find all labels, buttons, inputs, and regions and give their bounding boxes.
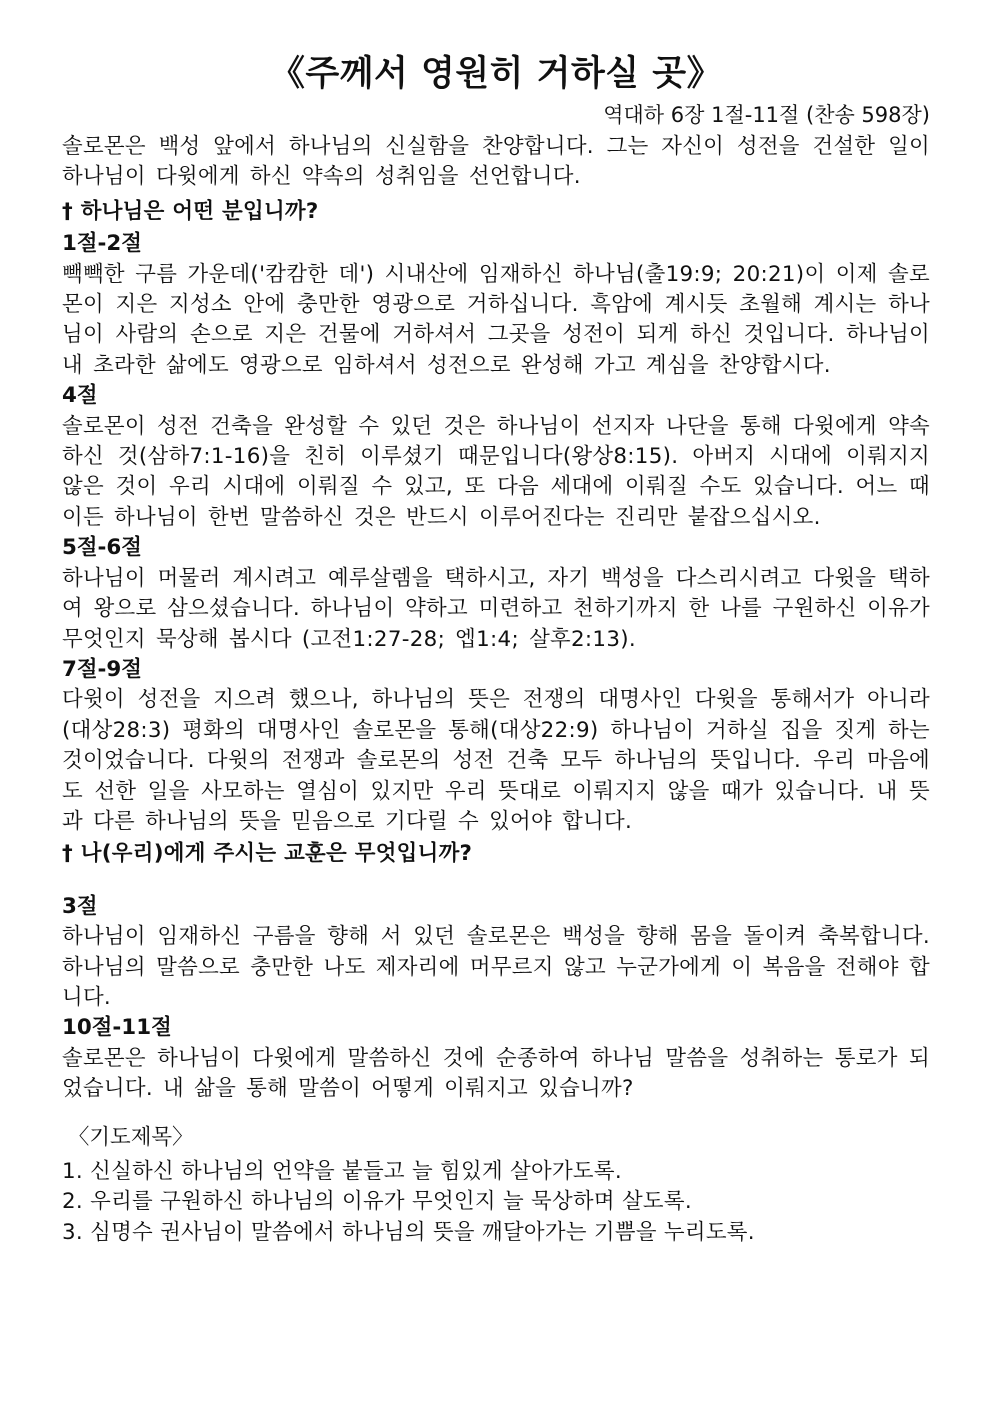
prayer-item: 3. 심명수 권사님이 말씀에서 하나님의 뜻을 깨달아가는 기쁨을 누리도록. xyxy=(62,1219,755,1245)
verse-label: 7절-9절 xyxy=(62,656,142,682)
verse-label: 10절-11절 xyxy=(62,1015,172,1041)
spacer xyxy=(62,870,930,892)
verse-label: 1절-2절 xyxy=(62,231,142,257)
section1-blocks xyxy=(62,229,930,837)
intro-paragraph: 솔로몬은 백성 앞에서 하나님의 신실함을 찬양합니다. 그는 자신이 성전을 건설한 일이 하나님이 다윗에게 하신 약속의 성취임을 선언합니다. xyxy=(62,134,930,190)
verse-text: 솔로몬이 성전 건축을 완성할 수 있던 것은 하나님이 선지자 나단을 통해 다윗에게 약속하신 것(삼하7:1-16)을 친히 이루셨기 때문입니다(왕상8:15). 아버지 시대에 이뤄지지 않은 것이 우리 시대에 이뤄질 수 있고, 또 다음 세대에 이뤄질 수도 있습니다. 어느 때이든 하나님이 한번 말씀하신 것은 반드시 이루어진다는 진리만 붙잡으십시오. xyxy=(62,413,930,530)
verse-label: 5절-6절 xyxy=(62,535,142,561)
section-heading-lesson: † 나(우리)에게 주시는 교훈은 무엇입니까? xyxy=(62,841,473,867)
page-title: 《주께서 영원히 거하실 곳》 xyxy=(269,54,723,94)
section2-blocks xyxy=(62,892,930,1105)
prayer-list xyxy=(62,1157,930,1248)
prayer-item: 2. 우리를 구원하신 하나님의 이유가 무엇인지 늘 묵상하며 살도록. xyxy=(62,1189,692,1215)
verse-label: 3절 xyxy=(62,893,98,919)
prayer-title: 〈기도제목〉 xyxy=(68,1124,194,1150)
prayer-item: 1. 신실하신 하나님의 언약을 붙들고 늘 힘있게 살아가도록. xyxy=(62,1159,622,1184)
verse-text: 하나님이 임재하신 구름을 향해 서 있던 솔로몬은 백성을 향해 몸을 돌이켜 축복합니다. 하나님의 말씀으로 충만한 나도 제자리에 머무르지 않고 누군가에게 이 복음을 전해야 합니다. xyxy=(62,924,930,1010)
verse-text: 하나님이 머물러 계시려고 예루살렘을 택하시고, 자기 백성을 다스리시려고 다윗을 택하여 왕으로 삼으셨습니다. 하나님이 약하고 미련하고 천하기까지 한 나를 구원하신 이유가 무엇인지 묵상해 봅시다 (고전1:27-28; 엡1:4; 살후2:13). xyxy=(62,565,930,652)
scripture-reference: 역대하 6장 1절-11절 (찬송 598장) xyxy=(603,103,930,127)
verse-text: 솔로몬은 하나님이 다윗에게 말씀하신 것에 순종하여 하나님 말씀을 성취하는 통로가 되었습니다. 내 삶을 통해 말씀이 어떻게 이뤄지고 있습니까? xyxy=(62,1045,930,1102)
verse-label: 4절 xyxy=(62,383,98,409)
verse-text: 다윗이 성전을 지으려 했으나, 하나님의 뜻은 전쟁의 대명사인 다윗을 통해서가 아니라(대상28:3) 평화의 대명사인 솔로몬을 통해(대상22:9) 하나님이 거하실 집을 짓게 하는 것이었습니다. 다윗의 전쟁과 솔로몬의 성전 건축 모두 하나님의 뜻입니다. 우리 마음에도 선한 일을 사모하는 열심이 있지만 우리 뜻대로 이뤄지지 않을 때가 있습니다. 내 뜻과 다른 하나님의 뜻을 믿음으로 기다릴 수 있어야 합니다. xyxy=(62,687,930,834)
section-heading-who-is-god: † 하나님은 어떤 분입니까? xyxy=(62,198,319,224)
verse-text: 빽빽한 구름 가운데('캄캄한 데') 시내산에 임재하신 하나님(출19:9; 20:21)이 이제 솔로몬이 지은 지성소 안에 충만한 영광으로 거하십니다. 흑암에 계시듯 초월해 계시는 하나님이 사람의 손으로 지은 건물에 거하셔서 그곳을 성전이 되게 하신 것입니다. 하나님이 내 초라한 삶에도 영광으로 임하셔서 성전으로 완성해 가고 계심을 찬양합시다. xyxy=(62,261,930,378)
